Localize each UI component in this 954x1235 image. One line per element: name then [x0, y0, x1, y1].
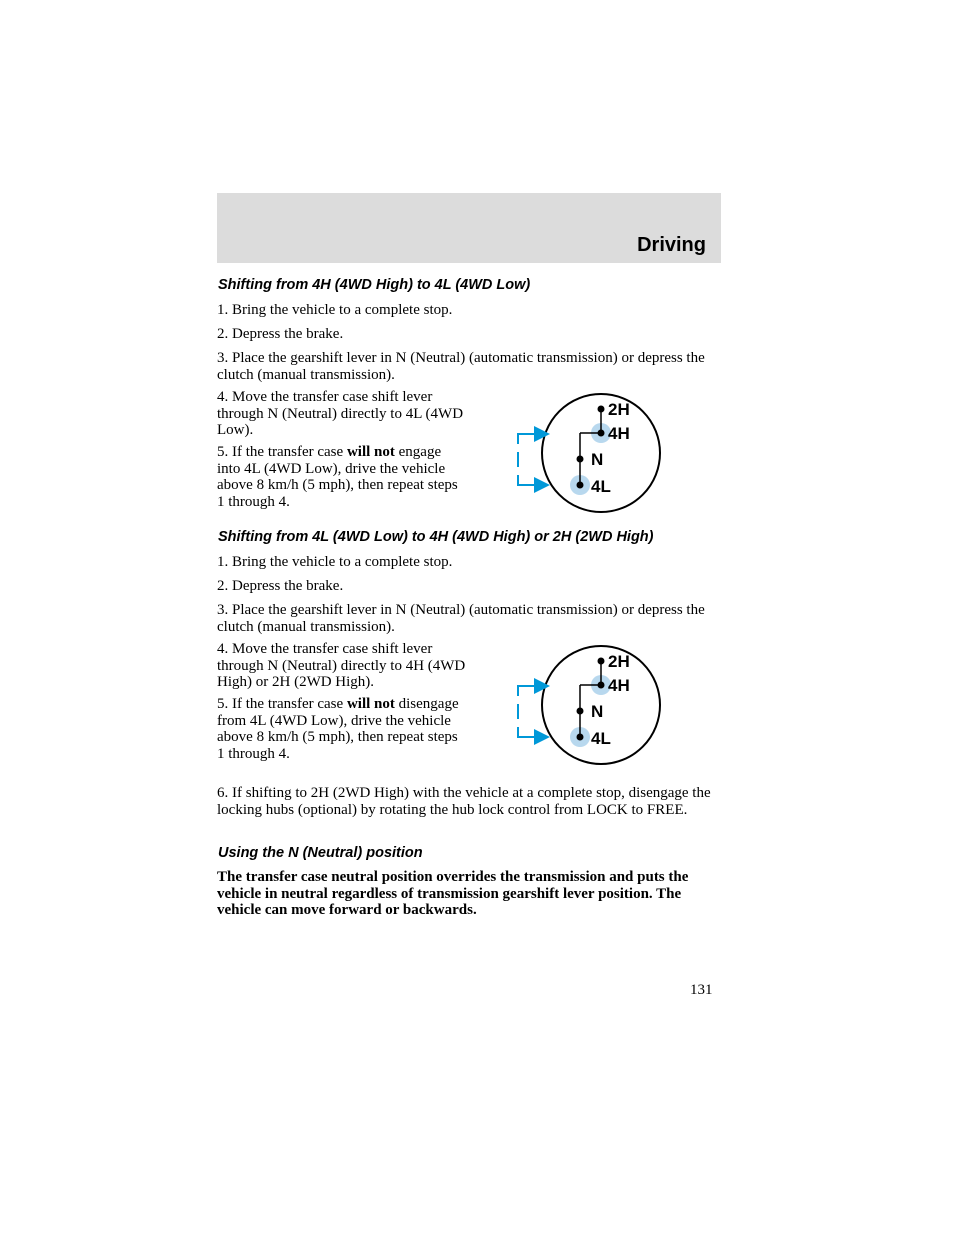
label-4l: 4L — [591, 729, 611, 748]
label-2h: 2H — [608, 652, 630, 671]
section-title: Driving — [637, 234, 706, 256]
section2-step6: 6. If shifting to 2H (2WD High) with the vehicle at a complete stop, disengage the locking hubs (optional) by rotating the hub lock control from LOCK to FREE. — [217, 785, 711, 818]
section3-heading: Using the N (Neutral) position — [218, 845, 423, 861]
step5-emphasis: will not — [346, 696, 395, 712]
section1-step1: 1. Bring the vehicle to a complete stop. — [217, 302, 453, 318]
neutral-warning: The transfer case neutral position overrides the transmission and puts the vehicle in neutral regardless of transmission gearshift lever position. The vehicle can move forward or backwards. — [217, 869, 689, 918]
label-4h: 4H — [608, 676, 630, 695]
shift-pattern-diagram-2 — [505, 642, 675, 772]
step5-text-start: 5. If the transfer case — [217, 444, 347, 460]
label-2h: 2H — [608, 400, 630, 419]
section1-step5 — [217, 444, 467, 510]
section1-step4: 4. Move the transfer case shift lever through N (Neutral) directly to 4L (4WD Low). — [217, 389, 464, 438]
section1-step3: 3. Place the gearshift lever in N (Neutral) (automatic transmission) or depress the clutch (manual transmission). — [217, 350, 705, 383]
section1-heading: Shifting from 4H (4WD High) to 4L (4WD Low) — [218, 277, 531, 293]
section-header — [217, 193, 721, 263]
step5-text-end: engage into 4L (4WD Low), drive the vehicle above 8 km/h (5 mph), then repeat steps 1 through 4. — [217, 444, 458, 510]
label-n: N — [591, 450, 604, 469]
step5-text-end: disengage from 4L (4WD Low), drive the vehicle above 8 km/h (5 mph), then repeat steps 1 through 4. — [217, 696, 459, 762]
page-number: 131 — [690, 982, 713, 998]
step5-emphasis: will not — [346, 444, 395, 460]
shift-arrow-icon — [518, 678, 550, 745]
section2-step2: 2. Depress the brake. — [217, 578, 344, 594]
section2-step3: 3. Place the gearshift lever in N (Neutral) (automatic transmission) or depress the clutch (manual transmission). — [217, 602, 705, 635]
label-n: N — [591, 702, 604, 721]
section2-heading: Shifting from 4L (4WD Low) to 4H (4WD High) or 2H (2WD High) — [218, 529, 654, 545]
section2-step5 — [217, 696, 467, 762]
step5-text-start: 5. If the transfer case — [217, 696, 347, 712]
section1-step2: 2. Depress the brake. — [217, 326, 344, 342]
shift-arrow-icon — [518, 426, 550, 493]
section2-step4: 4. Move the transfer case shift lever through N (Neutral) directly to 4H (4WD High) or 2H (2WD High). — [217, 641, 466, 690]
shift-pattern-diagram-1 — [505, 390, 675, 520]
label-4h: 4H — [608, 424, 630, 443]
section2-step1: 1. Bring the vehicle to a complete stop. — [217, 554, 453, 570]
label-4l: 4L — [591, 477, 611, 496]
